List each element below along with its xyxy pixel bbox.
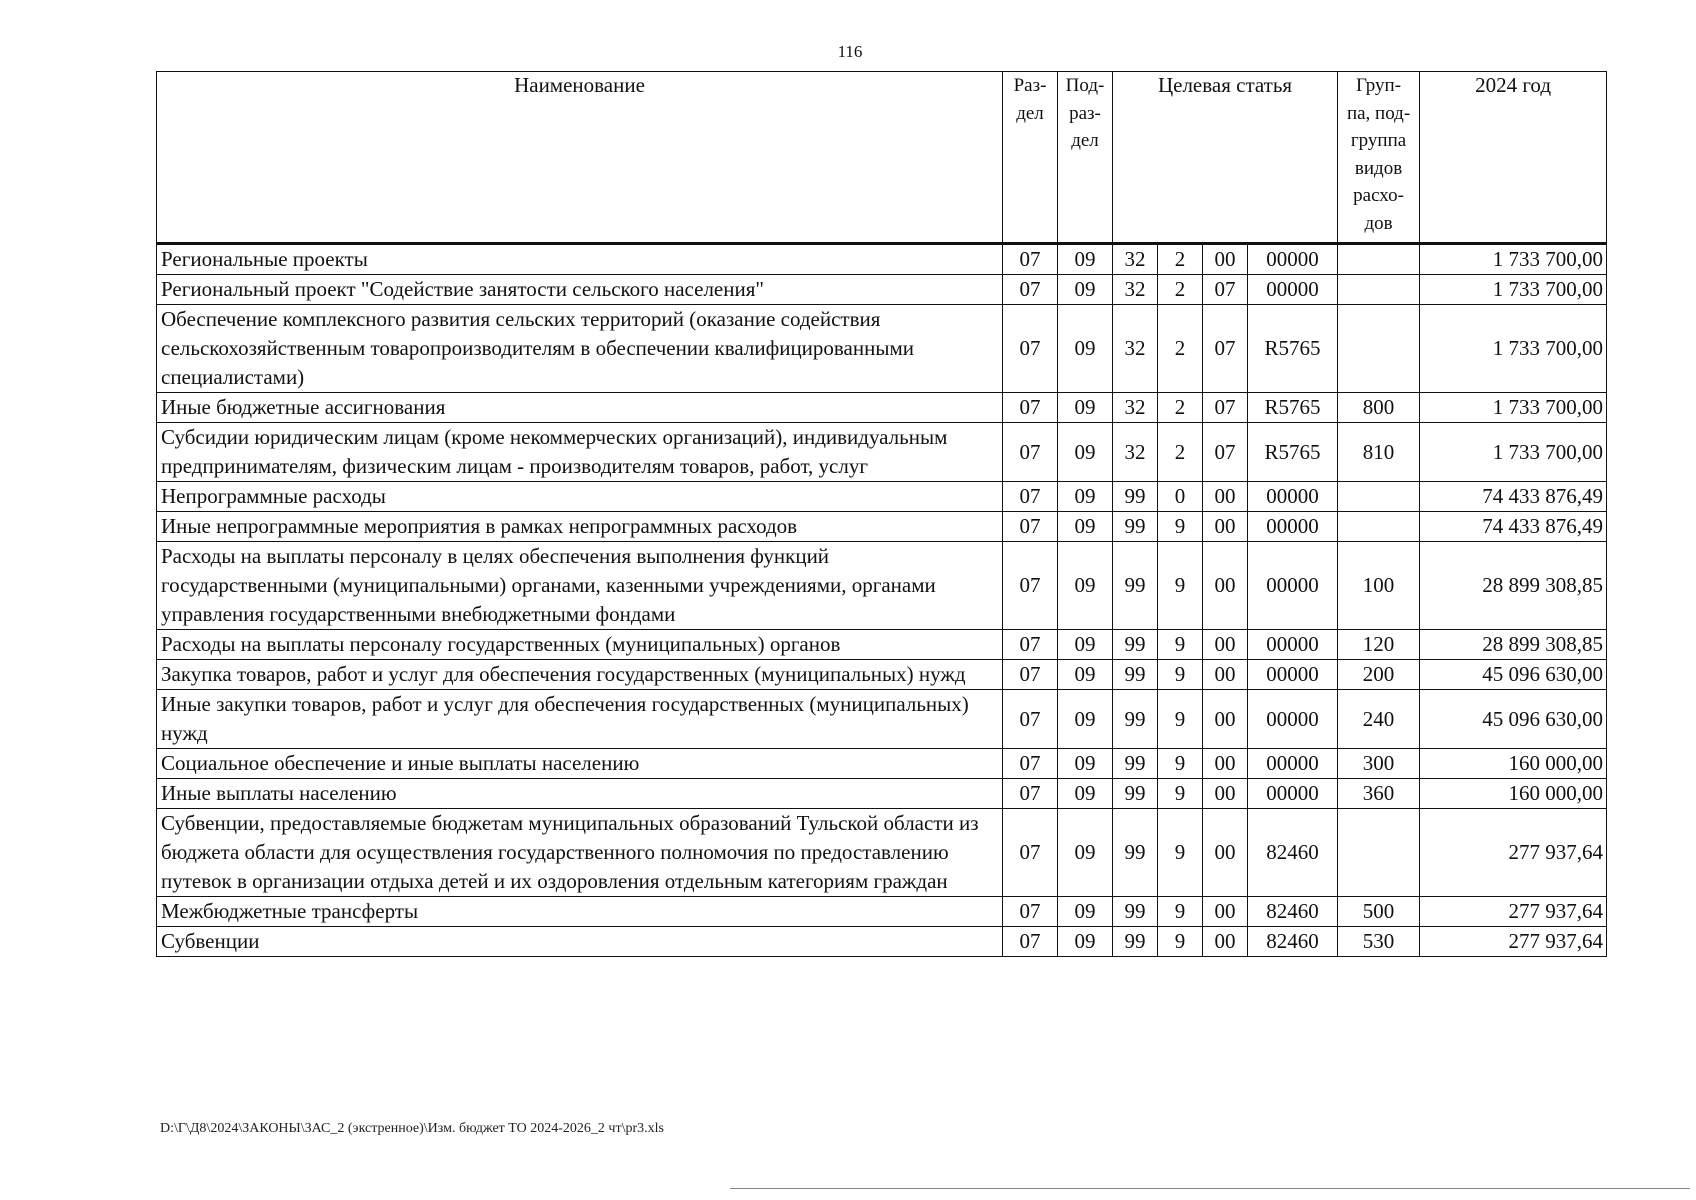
cell-c2: 2 bbox=[1158, 244, 1203, 275]
cell-c1: 99 bbox=[1113, 512, 1158, 542]
cell-c2: 9 bbox=[1158, 630, 1203, 660]
cell-podrazdel: 09 bbox=[1058, 630, 1113, 660]
cell-name: Межбюджетные трансферты bbox=[157, 897, 1003, 927]
cell-podrazdel: 09 bbox=[1058, 393, 1113, 423]
cell-c3: 00 bbox=[1203, 244, 1248, 275]
cell-podrazdel: 09 bbox=[1058, 660, 1113, 690]
cell-c1: 32 bbox=[1113, 393, 1158, 423]
cell-c3: 00 bbox=[1203, 482, 1248, 512]
cell-c4: 00000 bbox=[1248, 244, 1338, 275]
cell-name: Расходы на выплаты персоналу государственных (муниципальных) органов bbox=[157, 630, 1003, 660]
cell-name: Субвенции, предоставляемые бюджетам муниципальных образований Тульской области из бюджета области для осуществления государственного полномочия по предоставлению путевок в организации отдыха детей и их оздоровления отдельным категориям граждан bbox=[157, 809, 1003, 897]
cell-c2: 2 bbox=[1158, 423, 1203, 482]
cell-group: 240 bbox=[1338, 690, 1420, 749]
cell-c3: 00 bbox=[1203, 749, 1248, 779]
table-row bbox=[157, 809, 1607, 897]
table-body bbox=[157, 244, 1607, 957]
header-year: 2024 год bbox=[1420, 72, 1607, 244]
cell-name: Региональные проекты bbox=[157, 244, 1003, 275]
cell-c1: 99 bbox=[1113, 749, 1158, 779]
cell-c2: 9 bbox=[1158, 542, 1203, 630]
cell-c3: 00 bbox=[1203, 690, 1248, 749]
cell-c4: 00000 bbox=[1248, 275, 1338, 305]
cell-c1: 99 bbox=[1113, 542, 1158, 630]
cell-group bbox=[1338, 275, 1420, 305]
cell-c2: 2 bbox=[1158, 305, 1203, 393]
cell-name: Закупка товаров, работ и услуг для обеспечения государственных (муниципальных) нужд bbox=[157, 660, 1003, 690]
cell-c3: 00 bbox=[1203, 660, 1248, 690]
cell-name: Иные бюджетные ассигнования bbox=[157, 393, 1003, 423]
table-row bbox=[157, 393, 1607, 423]
cell-c3: 00 bbox=[1203, 809, 1248, 897]
cell-c1: 99 bbox=[1113, 690, 1158, 749]
cell-amount: 1 733 700,00 bbox=[1420, 244, 1607, 275]
cell-amount: 277 937,64 bbox=[1420, 897, 1607, 927]
cell-c4: 00000 bbox=[1248, 779, 1338, 809]
cell-amount: 74 433 876,49 bbox=[1420, 512, 1607, 542]
cell-name: Обеспечение комплексного развития сельских территорий (оказание содействия сельскохозяйственным товаропроизводителям в обеспечении квалифицированными специалистами) bbox=[157, 305, 1003, 393]
cell-c1: 99 bbox=[1113, 630, 1158, 660]
cell-podrazdel: 09 bbox=[1058, 897, 1113, 927]
cell-razdel: 07 bbox=[1003, 897, 1058, 927]
cell-group: 810 bbox=[1338, 423, 1420, 482]
cell-group bbox=[1338, 305, 1420, 393]
cell-c4: 00000 bbox=[1248, 512, 1338, 542]
cell-podrazdel: 09 bbox=[1058, 749, 1113, 779]
cell-group: 530 bbox=[1338, 927, 1420, 957]
header-subsection: Под- раз- дел bbox=[1058, 72, 1113, 244]
cell-razdel: 07 bbox=[1003, 749, 1058, 779]
cell-c4: 82460 bbox=[1248, 897, 1338, 927]
table-row bbox=[157, 749, 1607, 779]
cell-podrazdel: 09 bbox=[1058, 423, 1113, 482]
cell-c1: 32 bbox=[1113, 423, 1158, 482]
cell-c4: 00000 bbox=[1248, 749, 1338, 779]
cell-podrazdel: 09 bbox=[1058, 690, 1113, 749]
cell-c3: 00 bbox=[1203, 512, 1248, 542]
cell-c4: R5765 bbox=[1248, 393, 1338, 423]
cell-name: Иные выплаты населению bbox=[157, 779, 1003, 809]
cell-c4: R5765 bbox=[1248, 423, 1338, 482]
cell-razdel: 07 bbox=[1003, 305, 1058, 393]
cell-podrazdel: 09 bbox=[1058, 809, 1113, 897]
cell-podrazdel: 09 bbox=[1058, 482, 1113, 512]
header-target-article: Целевая статья bbox=[1113, 72, 1338, 244]
cell-c2: 2 bbox=[1158, 393, 1203, 423]
cell-razdel: 07 bbox=[1003, 482, 1058, 512]
table-row bbox=[157, 423, 1607, 482]
table-row bbox=[157, 690, 1607, 749]
cell-group bbox=[1338, 482, 1420, 512]
cell-podrazdel: 09 bbox=[1058, 512, 1113, 542]
cell-podrazdel: 09 bbox=[1058, 305, 1113, 393]
cell-razdel: 07 bbox=[1003, 660, 1058, 690]
cell-name: Непрограммные расходы bbox=[157, 482, 1003, 512]
cell-amount: 1 733 700,00 bbox=[1420, 305, 1607, 393]
header-row bbox=[157, 72, 1607, 244]
cell-razdel: 07 bbox=[1003, 542, 1058, 630]
cell-razdel: 07 bbox=[1003, 275, 1058, 305]
cell-razdel: 07 bbox=[1003, 423, 1058, 482]
cell-c1: 99 bbox=[1113, 482, 1158, 512]
cell-c4: 00000 bbox=[1248, 482, 1338, 512]
cell-name: Иные непрограммные мероприятия в рамках непрограммных расходов bbox=[157, 512, 1003, 542]
cell-amount: 277 937,64 bbox=[1420, 927, 1607, 957]
cell-name: Иные закупки товаров, работ и услуг для обеспечения государственных (муниципальных) нужд bbox=[157, 690, 1003, 749]
table-row bbox=[157, 897, 1607, 927]
cell-name: Субвенции bbox=[157, 927, 1003, 957]
cell-amount: 160 000,00 bbox=[1420, 749, 1607, 779]
table-row bbox=[157, 779, 1607, 809]
cell-c3: 07 bbox=[1203, 393, 1248, 423]
cell-c2: 9 bbox=[1158, 512, 1203, 542]
cell-c2: 9 bbox=[1158, 809, 1203, 897]
table-row bbox=[157, 512, 1607, 542]
cell-group: 100 bbox=[1338, 542, 1420, 630]
table-row bbox=[157, 542, 1607, 630]
cell-group: 360 bbox=[1338, 779, 1420, 809]
cell-c3: 00 bbox=[1203, 927, 1248, 957]
cell-razdel: 07 bbox=[1003, 630, 1058, 660]
cell-c1: 32 bbox=[1113, 244, 1158, 275]
cell-c2: 9 bbox=[1158, 897, 1203, 927]
cell-amount: 45 096 630,00 bbox=[1420, 660, 1607, 690]
cell-c4: 82460 bbox=[1248, 809, 1338, 897]
cell-c2: 9 bbox=[1158, 779, 1203, 809]
cell-podrazdel: 09 bbox=[1058, 779, 1113, 809]
cell-group: 120 bbox=[1338, 630, 1420, 660]
cell-group: 200 bbox=[1338, 660, 1420, 690]
cell-c1: 32 bbox=[1113, 275, 1158, 305]
table-row bbox=[157, 244, 1607, 275]
cell-c4: 00000 bbox=[1248, 660, 1338, 690]
scan-line bbox=[730, 1188, 1690, 1189]
cell-podrazdel: 09 bbox=[1058, 542, 1113, 630]
cell-c1: 99 bbox=[1113, 897, 1158, 927]
cell-c4: 82460 bbox=[1248, 927, 1338, 957]
cell-amount: 45 096 630,00 bbox=[1420, 690, 1607, 749]
cell-razdel: 07 bbox=[1003, 927, 1058, 957]
cell-c1: 32 bbox=[1113, 305, 1158, 393]
cell-group bbox=[1338, 809, 1420, 897]
cell-razdel: 07 bbox=[1003, 512, 1058, 542]
table-row bbox=[157, 630, 1607, 660]
table-row bbox=[157, 927, 1607, 957]
cell-c1: 99 bbox=[1113, 660, 1158, 690]
cell-c4: R5765 bbox=[1248, 305, 1338, 393]
cell-name: Расходы на выплаты персоналу в целях обеспечения выполнения функций государственными (муниципальными) органами, казенными учреждениями, органами управления государственными внебюджетными фондами bbox=[157, 542, 1003, 630]
cell-c2: 9 bbox=[1158, 749, 1203, 779]
cell-c2: 0 bbox=[1158, 482, 1203, 512]
cell-razdel: 07 bbox=[1003, 393, 1058, 423]
cell-c2: 2 bbox=[1158, 275, 1203, 305]
cell-c2: 9 bbox=[1158, 927, 1203, 957]
cell-amount: 1 733 700,00 bbox=[1420, 393, 1607, 423]
cell-c1: 99 bbox=[1113, 779, 1158, 809]
cell-c2: 9 bbox=[1158, 690, 1203, 749]
header-expense-group: Груп- па, под- группа видов расхо- дов bbox=[1338, 72, 1420, 244]
cell-razdel: 07 bbox=[1003, 779, 1058, 809]
cell-amount: 1 733 700,00 bbox=[1420, 423, 1607, 482]
cell-c3: 07 bbox=[1203, 275, 1248, 305]
cell-c3: 00 bbox=[1203, 542, 1248, 630]
cell-podrazdel: 09 bbox=[1058, 927, 1113, 957]
table-row bbox=[157, 305, 1607, 393]
cell-name: Субсидии юридическим лицам (кроме некоммерческих организаций), индивидуальным предпринимателям, физическим лицам - производителям товаров, работ, услуг bbox=[157, 423, 1003, 482]
header-name: Наименование bbox=[157, 72, 1003, 244]
cell-name: Региональный проект "Содействие занятости сельского населения" bbox=[157, 275, 1003, 305]
cell-c1: 99 bbox=[1113, 927, 1158, 957]
page-number: 116 bbox=[837, 42, 863, 61]
cell-c4: 00000 bbox=[1248, 542, 1338, 630]
cell-podrazdel: 09 bbox=[1058, 275, 1113, 305]
header-section: Раз- дел bbox=[1003, 72, 1058, 244]
cell-c1: 99 bbox=[1113, 809, 1158, 897]
cell-c3: 07 bbox=[1203, 305, 1248, 393]
cell-c4: 00000 bbox=[1248, 630, 1338, 660]
cell-c3: 00 bbox=[1203, 897, 1248, 927]
cell-c3: 07 bbox=[1203, 423, 1248, 482]
cell-podrazdel: 09 bbox=[1058, 244, 1113, 275]
cell-c3: 00 bbox=[1203, 630, 1248, 660]
cell-razdel: 07 bbox=[1003, 690, 1058, 749]
cell-group bbox=[1338, 244, 1420, 275]
cell-amount: 28 899 308,85 bbox=[1420, 542, 1607, 630]
footer-file-path: D:\Г\Д8\2024\ЗАКОНЫ\ЗАС_2 (экстренное)\Изм. бюджет ТО 2024-2026_2 чт\pr3.xls bbox=[160, 1121, 664, 1136]
cell-razdel: 07 bbox=[1003, 244, 1058, 275]
budget-table bbox=[156, 71, 1607, 957]
cell-amount: 160 000,00 bbox=[1420, 779, 1607, 809]
cell-amount: 277 937,64 bbox=[1420, 809, 1607, 897]
cell-amount: 28 899 308,85 bbox=[1420, 630, 1607, 660]
cell-amount: 74 433 876,49 bbox=[1420, 482, 1607, 512]
cell-razdel: 07 bbox=[1003, 809, 1058, 897]
cell-group bbox=[1338, 512, 1420, 542]
cell-group: 300 bbox=[1338, 749, 1420, 779]
cell-c3: 00 bbox=[1203, 779, 1248, 809]
table-row bbox=[157, 275, 1607, 305]
cell-c4: 00000 bbox=[1248, 690, 1338, 749]
cell-group: 500 bbox=[1338, 897, 1420, 927]
cell-group: 800 bbox=[1338, 393, 1420, 423]
table-row bbox=[157, 660, 1607, 690]
cell-name: Социальное обеспечение и иные выплаты населению bbox=[157, 749, 1003, 779]
table-row bbox=[157, 482, 1607, 512]
cell-amount: 1 733 700,00 bbox=[1420, 275, 1607, 305]
cell-c2: 9 bbox=[1158, 660, 1203, 690]
